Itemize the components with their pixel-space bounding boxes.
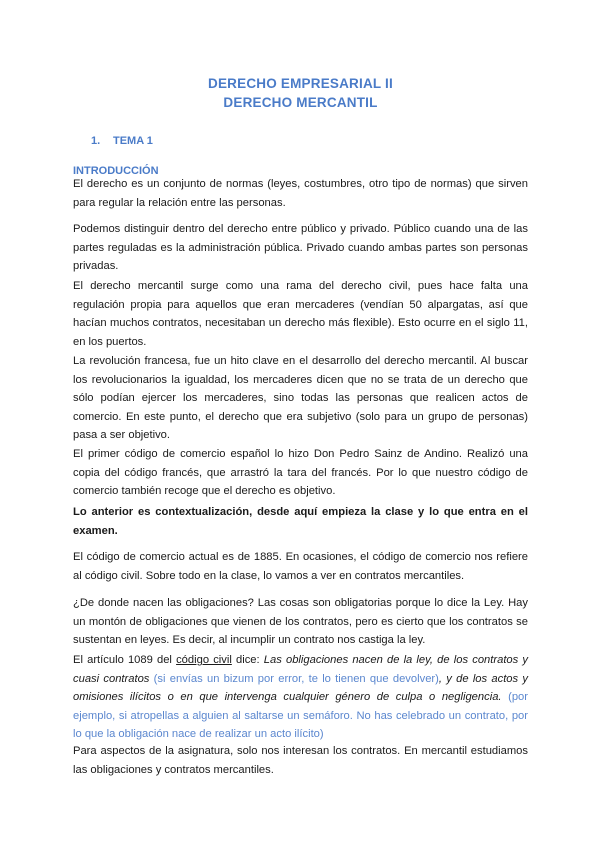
paragraph-1: El derecho es un conjunto de normas (leyes, costumbres, otro tipo de normas) que sirven para regular la relación entre las personas.: [73, 178, 528, 209]
section-heading: [91, 135, 153, 147]
p9-note-a: (si envías un bizum por error, te lo tienen que devolver): [149, 672, 439, 685]
document-title: DERECHO EMPRESARIAL II: [208, 76, 393, 91]
paragraph-5: El primer código de comercio español lo hizo Don Pedro Sainz de Andino. Realizó una copia del código francés, que arrastró la tara del francés. Por lo que nuestro código de comercio también recoge que el derecho es objetivo.: [73, 448, 528, 497]
paragraph-4: La revolución francesa, fue un hito clave en el desarrollo del derecho mercantil. Al buscar los revolucionarios la igualdad, los mercaderes dicen que no se trata de un derecho que sólo podían ejercer los mercaderes, sino todas las personas que realicen actos de comercio. En este punto, el derecho que era subjetivo (solo para un grupo de personas) pasa a ser objetivo.: [73, 355, 528, 441]
document-subtitle: DERECHO MERCANTIL: [223, 95, 378, 110]
paragraph-6-notice: Lo anterior es contextualización, desde aquí empieza la clase y lo que entra en el examen.: [73, 506, 528, 537]
p9-intro: El artículo 1089 del: [73, 654, 177, 666]
section-number: 1.: [91, 135, 101, 147]
paragraph-2: Podemos distinguir dentro del derecho entre público y privado. Público cuando una de las partes reguladas es la administración pública. Privado cuando ambas partes son personas privadas.: [73, 223, 528, 272]
paragraph-3: El derecho mercantil surge como una rama del derecho civil, pues hace falta una regulación propia para aquellos que eran mercaderes (vendían 50 alpargatas, así que hacían muchos contratos, necesitaban un derecho más flexible). Esto ocurre en el siglo 11, en los puertos.: [73, 280, 528, 348]
codigo-civil-reference: código civil: [176, 654, 232, 666]
section-title: TEMA 1: [113, 135, 153, 147]
p9-quote-b: , y de los actos y omisiones ilícitos o en que intervenga cualquier género de culpa o negligencia.: [73, 672, 528, 703]
p9-note-b: (por ejemplo, si atropellas a alguien al saltarse un semáforo. No has celebrado un contrato, por lo que la obligación nace de realizar un acto ilícito): [73, 691, 528, 740]
subsection-heading: INTRODUCCIÓN: [73, 165, 159, 177]
paragraph-9: [73, 651, 528, 744]
p9-dice: dice:: [231, 654, 264, 666]
p9-quote-a: Las obligaciones nacen de la ley, de los contratos y cuasi contratos: [73, 654, 528, 685]
paragraph-10: Para aspectos de la asignatura, solo nos interesan los contratos. En mercantil estudiamos las obligaciones y contratos mercantiles.: [73, 745, 528, 776]
paragraph-7: El código de comercio actual es de 1885. En ocasiones, el código de comercio nos refiere al código civil. Sobre todo en la clase, lo vamos a ver en contratos mercantiles.: [73, 551, 528, 582]
paragraph-8: ¿De donde nacen las obligaciones? Las cosas son obligatorias porque lo dice la Ley. Hay un montón de obligaciones que vienen de los contratos, pero es cierto que los contratos se sustentan en leyes. Es decir, al incumplir un contrato nos castiga la ley.: [73, 597, 528, 646]
